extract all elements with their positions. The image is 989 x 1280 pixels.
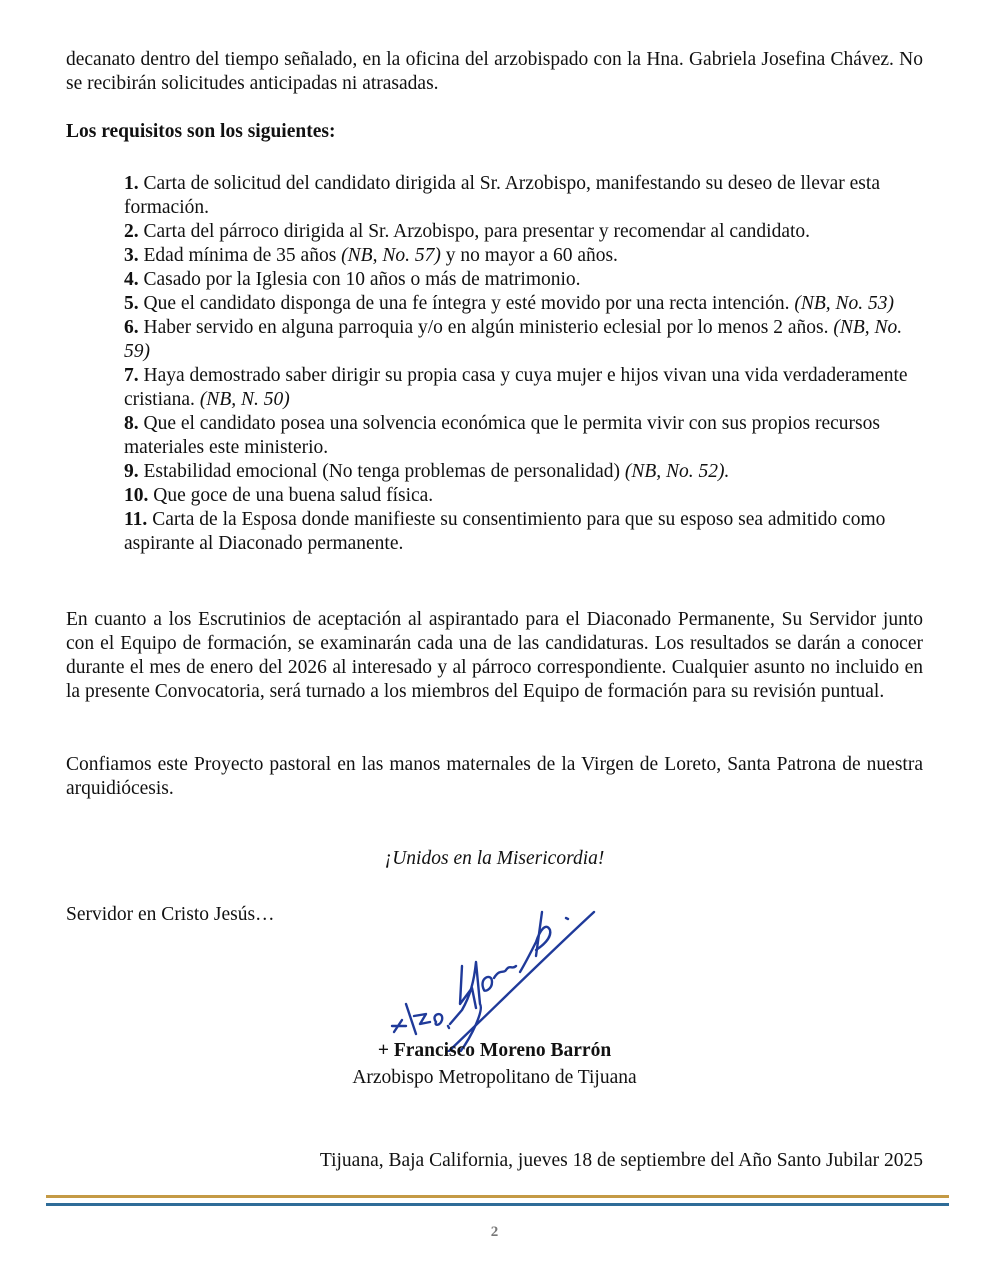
norm-reference: (NB, No. 52).	[624, 461, 730, 482]
requirement-item: 8. Que el candidato posea una solvencia económica que le permita vivir con sus propios recursos materiales este ministerio.	[124, 413, 880, 458]
norm-reference: (NB, No. 53)	[794, 293, 895, 314]
footer-rule-blue	[46, 1203, 949, 1206]
requirement-item: 6. Haber servido en alguna parroquia y/o en algún ministerio eclesial por lo menos 2 años. (NB, No. 59)	[124, 317, 903, 362]
place-and-date: Tijuana, Baja California, jueves 18 de septiembre del Año Santo Jubilar 2025	[319, 1150, 923, 1171]
requirement-item: 11. Carta de la Esposa donde manifieste su consentimiento para que su esposo sea admitido como aspirante al Diaconado permanente.	[124, 509, 886, 554]
requirement-item: 2. Carta del párroco dirigida al Sr. Arzobispo, para presentar y recomendar al candidato.	[124, 221, 811, 242]
norm-reference: (NB, N. 50)	[199, 389, 290, 410]
intro-paragraph: decanato dentro del tiempo señalado, en la oficina del arzobispado con la Hna. Gabriela Josefina Chávez. No se recibirán solicitudes anticipadas ni atrasadas.	[66, 49, 923, 94]
requirement-item: 7. Haya demostrado saber dirigir su propia casa y cuya mujer e hijos vivan una vida verdaderamente cristiana. (NB, N. 50)	[124, 365, 908, 410]
requirements-list	[124, 172, 924, 556]
requirement-item: 10. Que goce de una buena salud física.	[124, 485, 434, 506]
norm-reference: (NB, No. 59)	[124, 317, 903, 362]
closing-salutation: Servidor en Cristo Jesús…	[66, 904, 275, 925]
page-number: 2	[490, 1224, 499, 1240]
requirement-item: 4. Casado por la Iglesia con 10 años o más de matrimonio.	[124, 269, 581, 290]
motto: ¡Unidos en la Misericordia!	[384, 848, 605, 869]
footer-rule-gold	[46, 1195, 949, 1198]
requirement-item: 9. Estabilidad emocional (No tenga problemas de personalidad) (NB, No. 52).	[124, 461, 730, 482]
requirement-item: 3. Edad mínima de 35 años (NB, No. 57) y no mayor a 60 años.	[124, 245, 618, 266]
entrustment-paragraph: Confiamos este Proyecto pastoral en las manos maternales de la Virgen de Loreto, Santa Patrona de nuestra arquidiócesis.	[66, 754, 923, 799]
scrutiny-paragraph: En cuanto a los Escrutinios de aceptación al aspirantado para el Diaconado Permanente, Su Servidor junto con el Equipo de formación, se examinarán cada una de las candidaturas. Los resultados se darán a conocer durante el mes de enero del 2026 al interesado y al párroco correspondiente. Cualquier asunto no incluido en la presente Convocatoria, será turnado a los miembros del Equipo de formación para su revisión puntual.	[66, 609, 923, 702]
signer-name: + Francisco Moreno Barrón	[377, 1040, 612, 1061]
handwritten-signature	[380, 892, 610, 1052]
requirement-item: 1. Carta de solicitud del candidato dirigida al Sr. Arzobispo, manifestando su deseo de llevar esta formación.	[124, 173, 880, 218]
requirements-heading: Los requisitos son los siguientes:	[66, 121, 336, 142]
signer-title: Arzobispo Metropolitano de Tijuana	[352, 1067, 637, 1088]
norm-reference: (NB, No. 57)	[341, 245, 441, 266]
requirement-item: 5. Que el candidato disponga de una fe íntegra y esté movido por una recta intención. (NB, No. 53)	[124, 293, 895, 314]
